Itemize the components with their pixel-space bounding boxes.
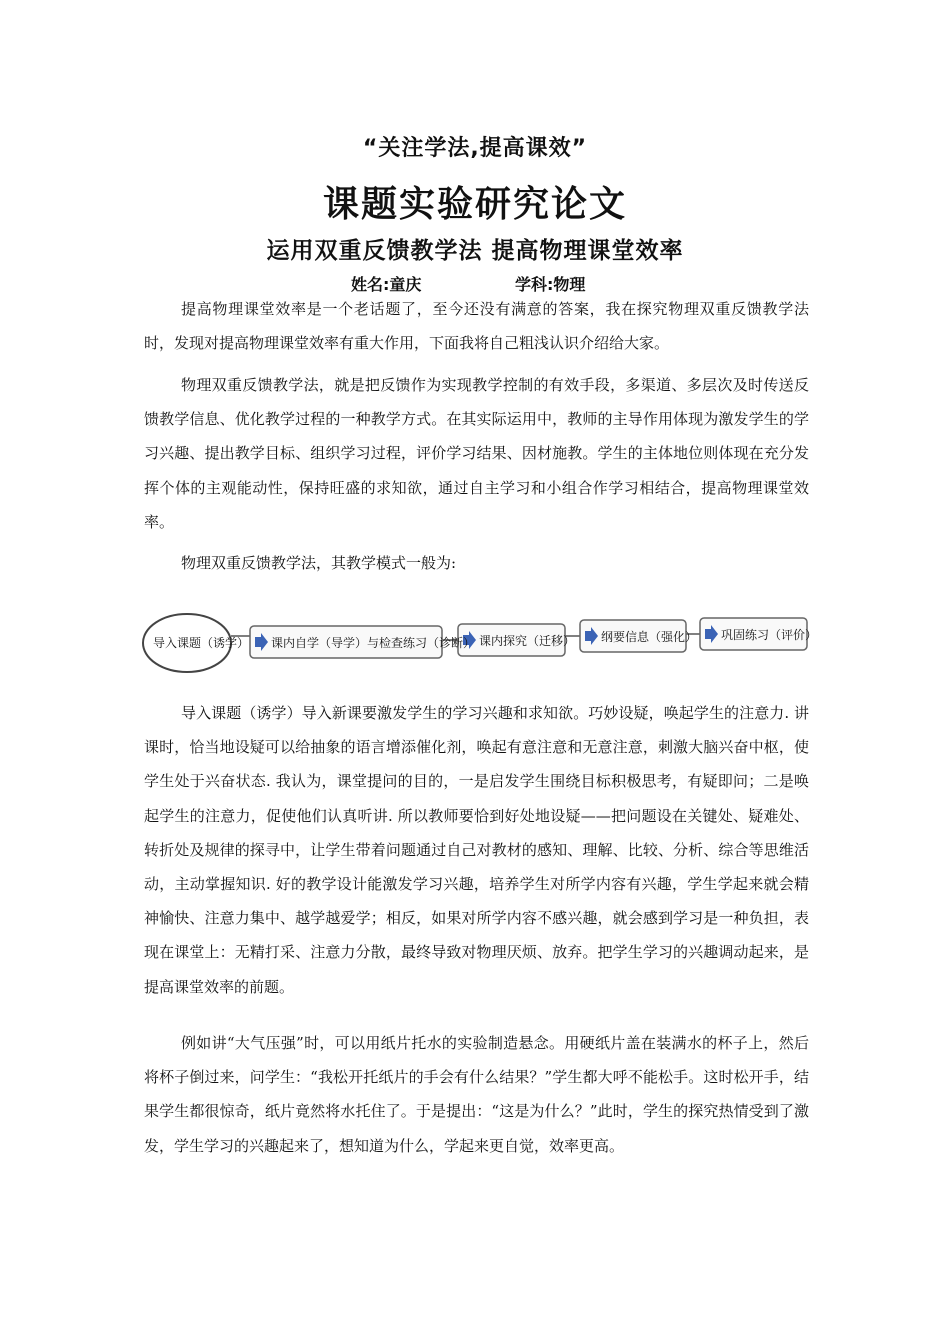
- paragraph-intro: 提高物理课堂效率是一个老话题了，至今还没有满意的答案，我在探究物理双重反馈教学法时，发现对提高物理课堂效率有重大作用，下面我将自己粗浅认识介绍给大家。: [144, 300, 809, 353]
- paragraph-example: 例如讲“大气压强”时，可以用纸片托水的实验制造悬念。用硬纸片盖在装满水的杯子上，然后将杯子倒过来，问学生：“我松开托纸片的手会有什么结果？”学生都大呼不能松手。这时松开手，结果学生都很惊奇，纸片竟然将水托住了。于是提出：“这是为什么？”此时，学生的探究热情受到了激发，学生学习的兴趣起来了，想知道为什么，学起来更自觉，效率更高。: [144, 1034, 809, 1155]
- author-name: 姓名:童庆: [351, 275, 422, 294]
- series-subtitle: “关注学法,提高课效”: [362, 136, 588, 161]
- flow-step-1-label: 导入课题（诱学）: [153, 636, 250, 650]
- flow-step-3-label: 课内探究（迁移）: [479, 634, 576, 648]
- flow-step-5-label: 巩固练习（评价）: [721, 628, 818, 642]
- flow-step-4-label: 纲要信息（强化）: [601, 630, 698, 644]
- paragraph-mode-intro: 物理双重反馈教学法，其教学模式一般为:: [181, 554, 457, 572]
- author-subject: 学科:物理: [515, 275, 586, 294]
- paragraph-introduce-topic: 导入课题（诱学）导入新课要激发学生的学习兴趣和求知欲。巧妙设疑，唤起学生的注意力. 讲课时，恰当地设疑可以给抽象的语言增添催化剂，唤起有意注意和无意注意，刺激大脑兴奋中枢，使学生处于兴奋状态. 我认为，课堂提问的目的，一是启发学生围绕目标积极思考，有疑即问；二是唤起学生的注意力，促使他们认真听讲. 所以教师要恰到好处地设疑——把问题设在关键处、疑难处、转折处及规律的探寻中，让学生带着问题通过自己对教材的感知、理解、比较、分析、综合等思维活动，主动掌握知识. 好的教学设计能激发学习兴趣，培养学生对所学内容有兴趣，学生学起来就会精神愉快、注意力集中、越学越爱学；相反，如果对所学内容不感兴趣，就会感到学习是一种负担，表现在课堂上：无精打采、注意力分散，最终导致对物理厌烦、放弃。把学生学习的兴趣调动起来，是提高课堂效率的前题。: [144, 704, 809, 996]
- main-title: 课题实验研究论文: [322, 184, 627, 225]
- paragraph-definition: 物理双重反馈教学法，就是把反馈作为实现教学控制的有效手段，多渠道、多层次及时传送反馈教学信息、优化教学过程的一种教学方式。在其实际运用中，教师的主导作用体现为激发学生的学习兴趣、提出教学目标、组织学习过程，评价学习结果、因材施教。学生的主体地位则体现在充分发挥个体的主观能动性，保持旺盛的求知欲，通过自主学习和小组合作学习相结合，提高物理课堂效率。: [144, 376, 809, 531]
- flow-step-2-label: 课内自学（导学）与检查练习（诊断）: [271, 636, 476, 650]
- teaching-mode-flowchart: [140, 604, 818, 674]
- paper-title: 运用双重反馈教学法 提高物理课堂效率: [266, 238, 684, 264]
